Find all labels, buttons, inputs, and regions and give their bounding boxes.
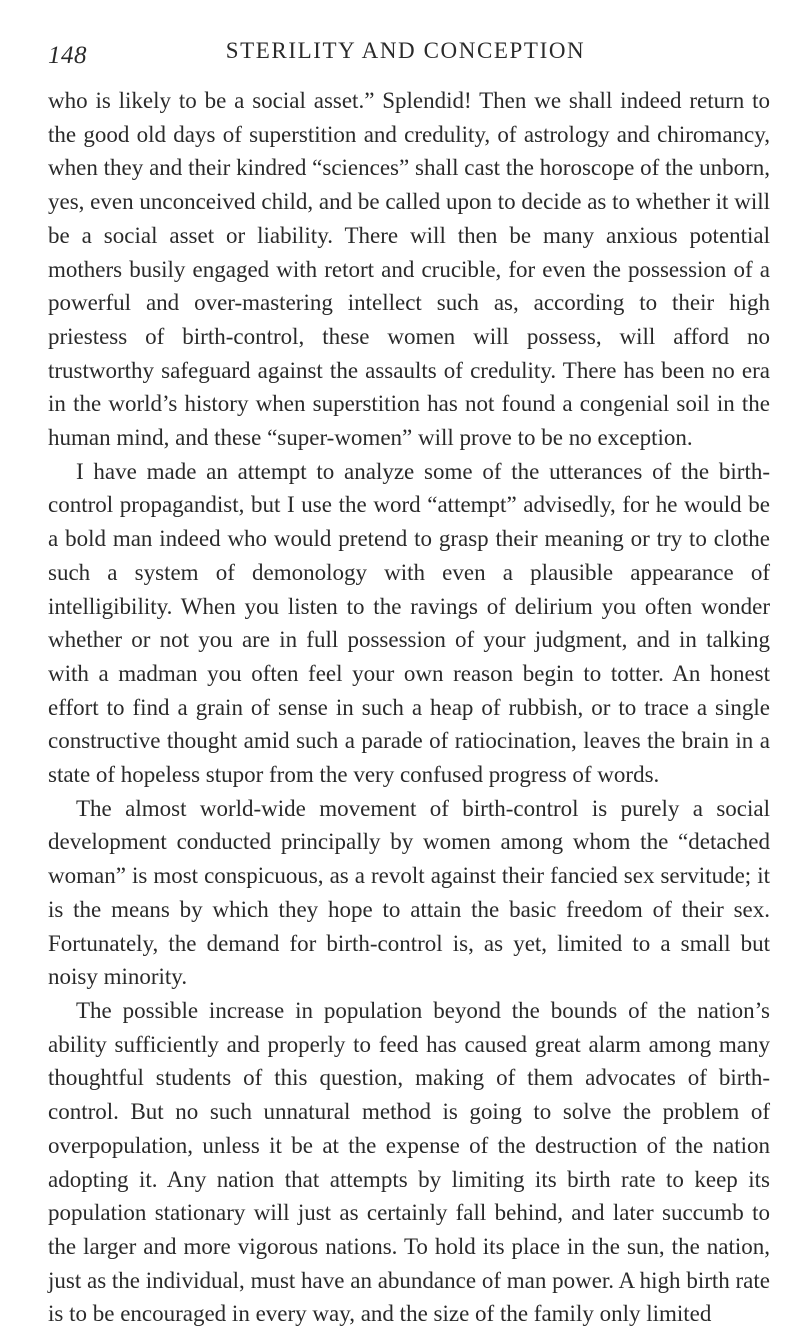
paragraph: The possible increase in population beyond the bounds of the nation’s ability sufficiently and properly to feed has caused great alarm among many thoughtful students of this question, making of them advocates of birth-control. But no such unnatural method is going to solve the problem of overpopulation, unless it be at the expense of the destruction of the nation adopting it. Any nation that attempts by limiting its birth rate to keep its population stationary will just as certainly fall behind, and later succumb to the larger and more vigorous nations. To hold its place in the sun, the nation, just as the individual, must have an abundance of man power. A high birth rate is to be encouraged in every way, and the size of the family only limited [48,997,770,1327]
paragraph: The almost world-wide movement of birth-control is purely a social development conducted principally by women among whom the “detached woman” is most conspicuous, as a revolt against their fancied sex servitude; it is the means by which they hope to attain the basic freedom of their sex. Fortunately, the demand for birth-control is, as yet, limited to a small but noisy minority. [48,795,770,990]
paragraph: who is likely to be a social asset.” Splendid! Then we shall indeed return to the good old days of superstition and credulity, of astrology and chiromancy, when they and their kindred “sciences” shall cast the horoscope of the unborn, yes, even unconceived child, and be called upon to decide as to whether it will be a social asset or liability. There will then be many anxious potential mothers busily engaged with retort and crucible, for even the possession of a powerful and over-mastering intellect such as, according to their high priestess of birth-control, these women will possess, will afford no trustworthy safeguard against the assaults of credulity. There has been no era in the world’s history when superstition has not found a congenial soil in the human mind, and these “super-women” will prove to be no exception. [48,88,770,451]
page-header [0,38,801,78]
paragraph: I have made an attempt to analyze some of the utterances of the birth-control propagandist, but I use the word “attempt” advisedly, for he would be a bold man indeed who would pretend to grasp their meaning or try to clothe such a system of demonology with even a plausible appearance of intelligibility. When you listen to the ravings of delirium you often wonder whether or not you are in full possession of your judgment, and in talking with a madman you often feel your own reason begin to totter. An honest effort to find a grain of sense in such a heap of rubbish, or to trace a single constructive thought amid such a parade of ratiocination, leaves the brain in a state of hopeless stupor from the very confused progress of words. [48,458,770,788]
body-text [48,84,770,1331]
page-number: 148 [48,42,87,69]
running-head: STERILITY AND CONCEPTION [225,38,586,63]
